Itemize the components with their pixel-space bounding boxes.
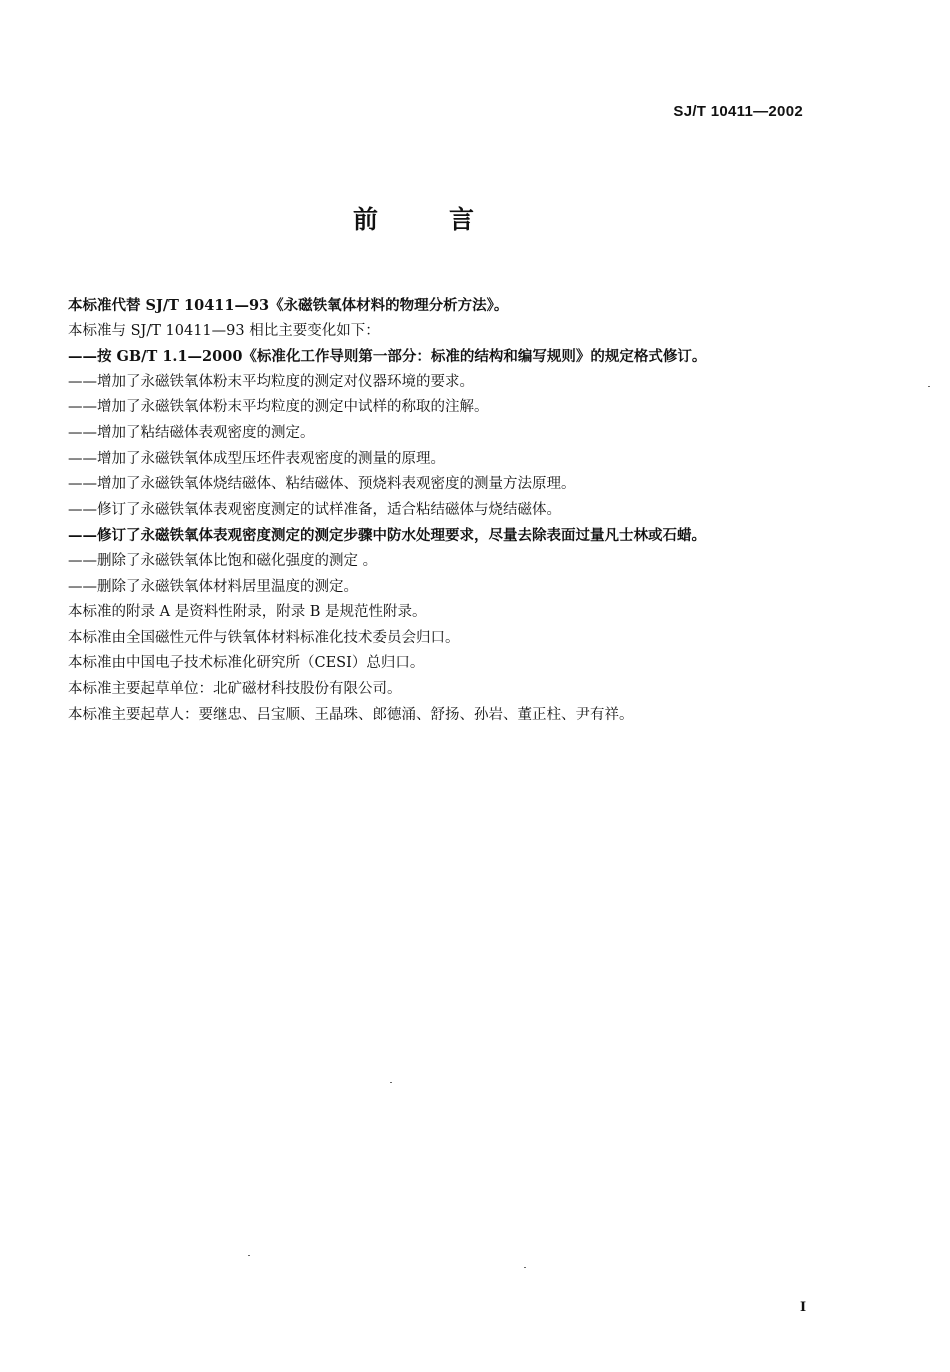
change-item: ——按 GB/T 1.1—2000《标准化工作导则第一部分：标准的结构和编写规则》的规定格式修订。 [68, 348, 707, 366]
foreword-body [68, 293, 808, 728]
change-item: ——修订了永磁铁氧体表观密度测定的测定步骤中防水处理要求，尽量去除表面过量凡士林或石蜡。 [68, 527, 706, 545]
paragraph-annex: 本标准的附录 A 是资料性附录，附录 B 是规范性附录。 [68, 604, 427, 621]
scan-speck [524, 1267, 526, 1268]
paragraph-institute: 本标准由中国电子技术标准化研究所（CESI）总归口。 [68, 655, 425, 672]
change-item: ——增加了永磁铁氧体粉末平均粒度的测定对仪器环境的要求。 [68, 373, 474, 390]
title-char-2: 言 [449, 205, 476, 234]
change-item: ——删除了永磁铁氧体材料居里温度的测定。 [68, 578, 358, 595]
paragraph-committee: 本标准由全国磁性元件与铁氧体材料标准化技术委员会归口。 [68, 629, 460, 646]
paragraph-changes-intro: 本标准与 SJ/T 10411—93 相比主要变化如下： [68, 322, 380, 339]
title-char-1: 前 [352, 205, 379, 234]
scan-speck [928, 386, 930, 387]
change-item: ——删除了永磁铁氧体比饱和磁化强度的测定 。 [68, 552, 378, 569]
change-item: ——增加了永磁铁氧体烧结磁体、粘结磁体、预烧料表观密度的测量方法原理。 [68, 476, 576, 493]
paragraph-replaces: 本标准代替 SJ/T 10411—93《永磁铁氧体材料的物理分析方法》。 [68, 297, 509, 314]
change-item: ——增加了永磁铁氧体成型压坯件表观密度的测量的原理。 [68, 450, 445, 467]
change-item: ——增加了永磁铁氧体粉末平均粒度的测定中试样的称取的注解。 [68, 399, 489, 416]
scan-speck [390, 1082, 392, 1083]
change-item: ——修订了永磁铁氧体表观密度测定的试样准备，适合粘结磁体与烧结磁体。 [68, 501, 561, 518]
page-number: I [800, 1300, 807, 1315]
scan-speck [248, 1255, 250, 1256]
standard-number: SJ/T 10411—2002 [673, 103, 803, 120]
paragraph-drafting-unit: 本标准主要起草单位：北矿磁材科技股份有限公司。 [68, 680, 402, 697]
page-title [0, 200, 828, 236]
paragraph-drafters: 本标准主要起草人：要继忠、吕宝顺、王晶珠、郎德涌、舒扬、孙岩、董正柱、尹有祥。 [68, 706, 634, 723]
change-item: ——增加了粘结磁体表观密度的测定。 [68, 424, 315, 441]
